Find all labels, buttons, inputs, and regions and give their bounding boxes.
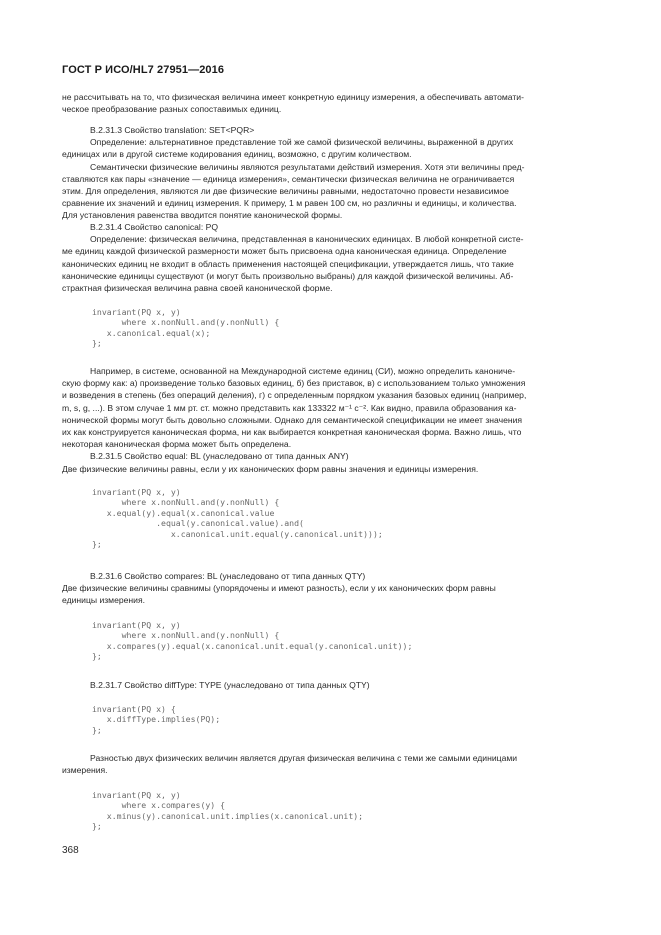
code-line: where x.compares(y) { [92,800,226,811]
code-block-compares [92,620,412,662]
text-line: этим. Для определения, являются ли две физические величины равными, недостаточно провести независимое [62,186,509,197]
text-line: канонических единиц не входит в область применения настоящей спецификации, утверждается лишь, что такие [62,258,514,269]
text-line: Разностью двух физических величин является другая физическая величина с теми же самыми единицами [90,753,518,763]
text-line: сравнение их значений и единиц измерения. К примеру, 1 м равен 100 см, но различны и единицы, и количества. [62,198,517,209]
text-line: их как конструируется каноническая форма, ни как выбирается конкретная каноническая форма. Важно лишь, что [62,427,522,438]
code-line: x.equal(y).equal(x.canonical.value [92,507,275,518]
code-line: invariant(PQ x, y) [92,790,181,800]
text-line: Определение: физическая величина, представленная в канонических единицах. В любой конкретной систе- [90,234,524,245]
code-line: }; [92,539,102,550]
code-line: invariant(PQ x) { [92,704,176,714]
code-line: }; [92,724,102,735]
text-line: Семантически физические величины являются результатами действий измерения. Хотя эти величины пред- [90,161,525,172]
text-line: Для установления равенства вводится понятие канонической формы. [62,210,343,221]
section-heading: B.2.31.4 Свойство canonical: PQ [90,222,219,232]
code-line: x.diffType.implies(PQ); [92,714,221,725]
section-heading: B.2.31.6 Свойство compares: BL (унаследовано от типа данных QTY) [90,571,366,581]
text-line: m, s, g, ...). В этом случае 1 мм рт. ст. можно представить как 133322 м⁻¹ с⁻². Как видно, правила образования ка- [62,402,517,413]
section-compares [62,570,599,607]
code-line: invariant(PQ x, y) [92,620,181,630]
text-line: не рассчитывать на то, что физическая величина имеет конкретную единицу измерения, а обеспечивать автомати- [62,92,524,102]
canonical-example [62,365,599,475]
section-heading: B.2.31.7 Свойство diffType: TYPE (унаследовано от типа данных QTY) [90,680,370,690]
text-line: и возведения в степень (без операций деления), г) с определенным порядком указания базовых единиц (например, [62,390,527,401]
text-line: ческое преобразование разных сопоставимых единиц. [62,104,282,115]
code-line: }; [92,651,102,662]
intro-paragraph [62,91,599,115]
code-line: .equal(y.canonical.value).and( [92,518,304,529]
text-line: Определение: альтернативное представление той же самой физической величины, выраженной в других [90,137,514,148]
section-canonical [62,221,599,294]
code-line: x.compares(y).equal(x.canonical.unit.equal(y.canonical.unit)); [92,640,413,651]
text-line: ставляются как пары «значение — единица измерения», семантически физическая величина не ограничивается [62,173,515,184]
text-line: Например, в системе, основанной на Международной системе единиц (СИ), можно определить канониче- [90,366,516,376]
code-line: }; [92,821,102,832]
text-line: Две физические величины равны, если у их канонических форм равны значения и единицы измерения. [62,463,479,474]
code-line: x.canonical.equal(x); [92,327,211,338]
code-line: where x.nonNull.and(y.nonNull) { [92,497,280,508]
document-header: ГОСТ Р ИСО/HL7 27951—2016 [62,64,225,76]
text-line: канонические единицы существуют (и могут быть произвольно выбраны) для каждой физической величины. Аб- [62,270,514,281]
section-difftype [62,679,599,691]
code-block-difftype [92,704,220,735]
text-line: нонической формы могут быть довольно сложными. Однако для семантической спецификации не имеет значения [62,414,523,425]
code-line: }; [92,338,102,349]
text-line: измерения. [62,765,108,776]
code-line: x.canonical.unit.equal(y.canonical.unit))); [92,528,383,539]
section-heading: B.2.31.5 Свойство equal: BL (унаследовано от типа данных ANY) [90,451,349,462]
code-block-canonical [92,307,279,349]
text-line: страктная физическая величина равна своей канонической форме. [62,283,333,294]
difftype-text [62,752,599,776]
text-line: скую форму как: а) произведение только базовых единиц, б) без приставок, в) с использованием только умножения [62,378,526,389]
text-line: Две физические величины сравнимы (упорядочены и имеют разность), если у их канонических форм равны [62,583,496,594]
code-line: where x.nonNull.and(y.nonNull) { [92,630,280,641]
code-line: where x.nonNull.and(y.nonNull) { [92,317,280,328]
code-line: invariant(PQ x, y) [92,487,181,497]
text-line: единицах или в другой системе кодирования единиц, возможно, с другим количеством. [62,149,412,160]
page-number: 368 [62,845,79,856]
code-line: x.minus(y).canonical.unit.implies(x.canonical.unit); [92,810,364,821]
code-block-minus [92,790,363,832]
section-heading: B.2.31.3 Свойство translation: SET<PQR> [90,125,255,135]
code-line: invariant(PQ x, y) [92,307,181,317]
text-line: ме единиц каждой физической размерности может быть присвоена одна каноническая единица. Определение [62,246,507,257]
text-line: некоторая каноническая форма может быть определена. [62,439,292,450]
code-block-equal [92,487,383,549]
section-translation [62,124,599,222]
text-line: единицы измерения. [62,595,146,606]
